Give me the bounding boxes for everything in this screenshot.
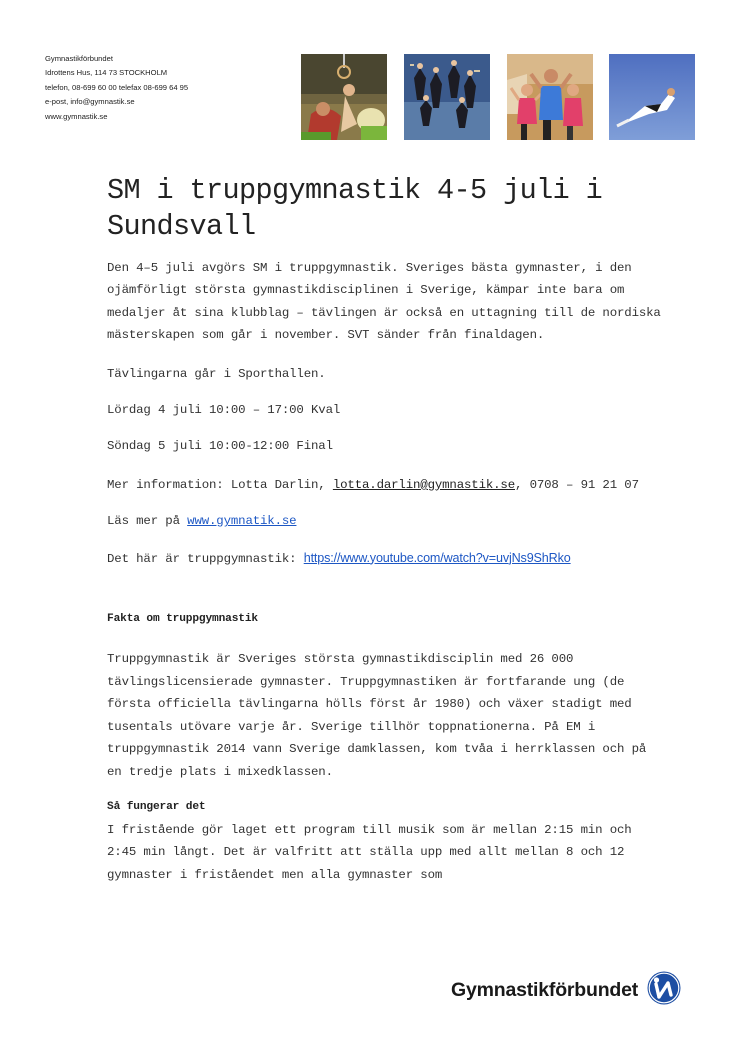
article <box>107 173 667 886</box>
org-address: Idrottens Hus, 114 73 STOCKHOLM <box>45 68 168 78</box>
contact-prefix: Mer information: Lotta Darlin, <box>107 477 333 492</box>
gymnastics-logo-icon <box>647 971 681 1010</box>
video-line <box>107 547 667 570</box>
org-phone: telefon, 08-699 60 00 telefax 08-699 64 95 <box>45 82 189 92</box>
how-paragraph: I fristående gör laget ett program till musik som är mellan 2:15 min och 2:45 min långt. Det är valfritt att ställa upp med allt mellan 8 och 12 gymnaster i friståendet men alla gymnaster som <box>107 822 632 882</box>
youtube-link[interactable]: https://www.youtube.com/watch?v=uvjNs9ShRko <box>303 550 571 565</box>
read-more-prefix: Läs mer på <box>107 514 188 529</box>
header-photo-jump <box>609 54 695 140</box>
saturday-schedule: Lördag 4 juli 10:00 – 17:00 Kval <box>107 403 341 418</box>
website-link[interactable]: www.gymnatik.se <box>187 514 297 529</box>
logo-wordmark: Gymnastikförbundet <box>451 979 639 1001</box>
org-email: e-post, info@gymnastik.se <box>45 97 135 107</box>
header-photo-people <box>507 54 593 140</box>
venue-text: Tävlingarna går i Sporthallen. <box>107 366 326 381</box>
contact-phone: , 0708 – 91 21 07 <box>515 477 639 492</box>
article-title: SM i truppgymnastik 4-5 juli i Sundsvall <box>107 174 603 243</box>
facts-paragraph: Truppgymnastik är Sveriges största gymnastikdisciplin med 26 000 tävlingslicensierade gymnaster. Truppgymnastiken är fortfarande ung (de första officiella tävlingarna hölls först år 1980) och växer stadigt med tusentals utövare varje år. Sverige tillhör toppnationerna. På EM i truppgymnastik 2014 vann Sverige damklassen, kom tvåa i herrklassen och på en tredje plats i mixedklassen. <box>107 652 647 779</box>
video-prefix: Det här är truppgymnastik: <box>107 551 304 566</box>
header-photo-rings <box>301 54 387 140</box>
intro-paragraph: Den 4–5 juli avgörs SM i truppgymnastik. Sveriges bästa gymnaster, i den ojämförligt största gymnastikdisciplinen i Sverige, kämpar inte bara om medaljer åt sina klubblag – tävlingen är också en uttagning till de nordiska mästerskapen som går i november. SVT sänder från finaldagen. <box>107 261 661 343</box>
sunday-schedule: Söndag 5 juli 10:00-12:00 Final <box>107 439 333 454</box>
read-more <box>107 510 667 532</box>
contact-email-link[interactable]: lotta.darlin@gymnastik.se <box>332 477 515 492</box>
how-heading: Så fungerar det <box>107 800 206 813</box>
contact-info <box>107 474 667 496</box>
org-name: Gymnastikförbundet <box>45 54 113 63</box>
org-website: www.gymnastik.se <box>45 111 108 121</box>
footer-logo <box>451 971 681 1010</box>
organization-address <box>45 52 188 124</box>
facts-heading: Fakta om truppgymnastik <box>107 613 258 626</box>
header-photo-team <box>404 54 490 140</box>
